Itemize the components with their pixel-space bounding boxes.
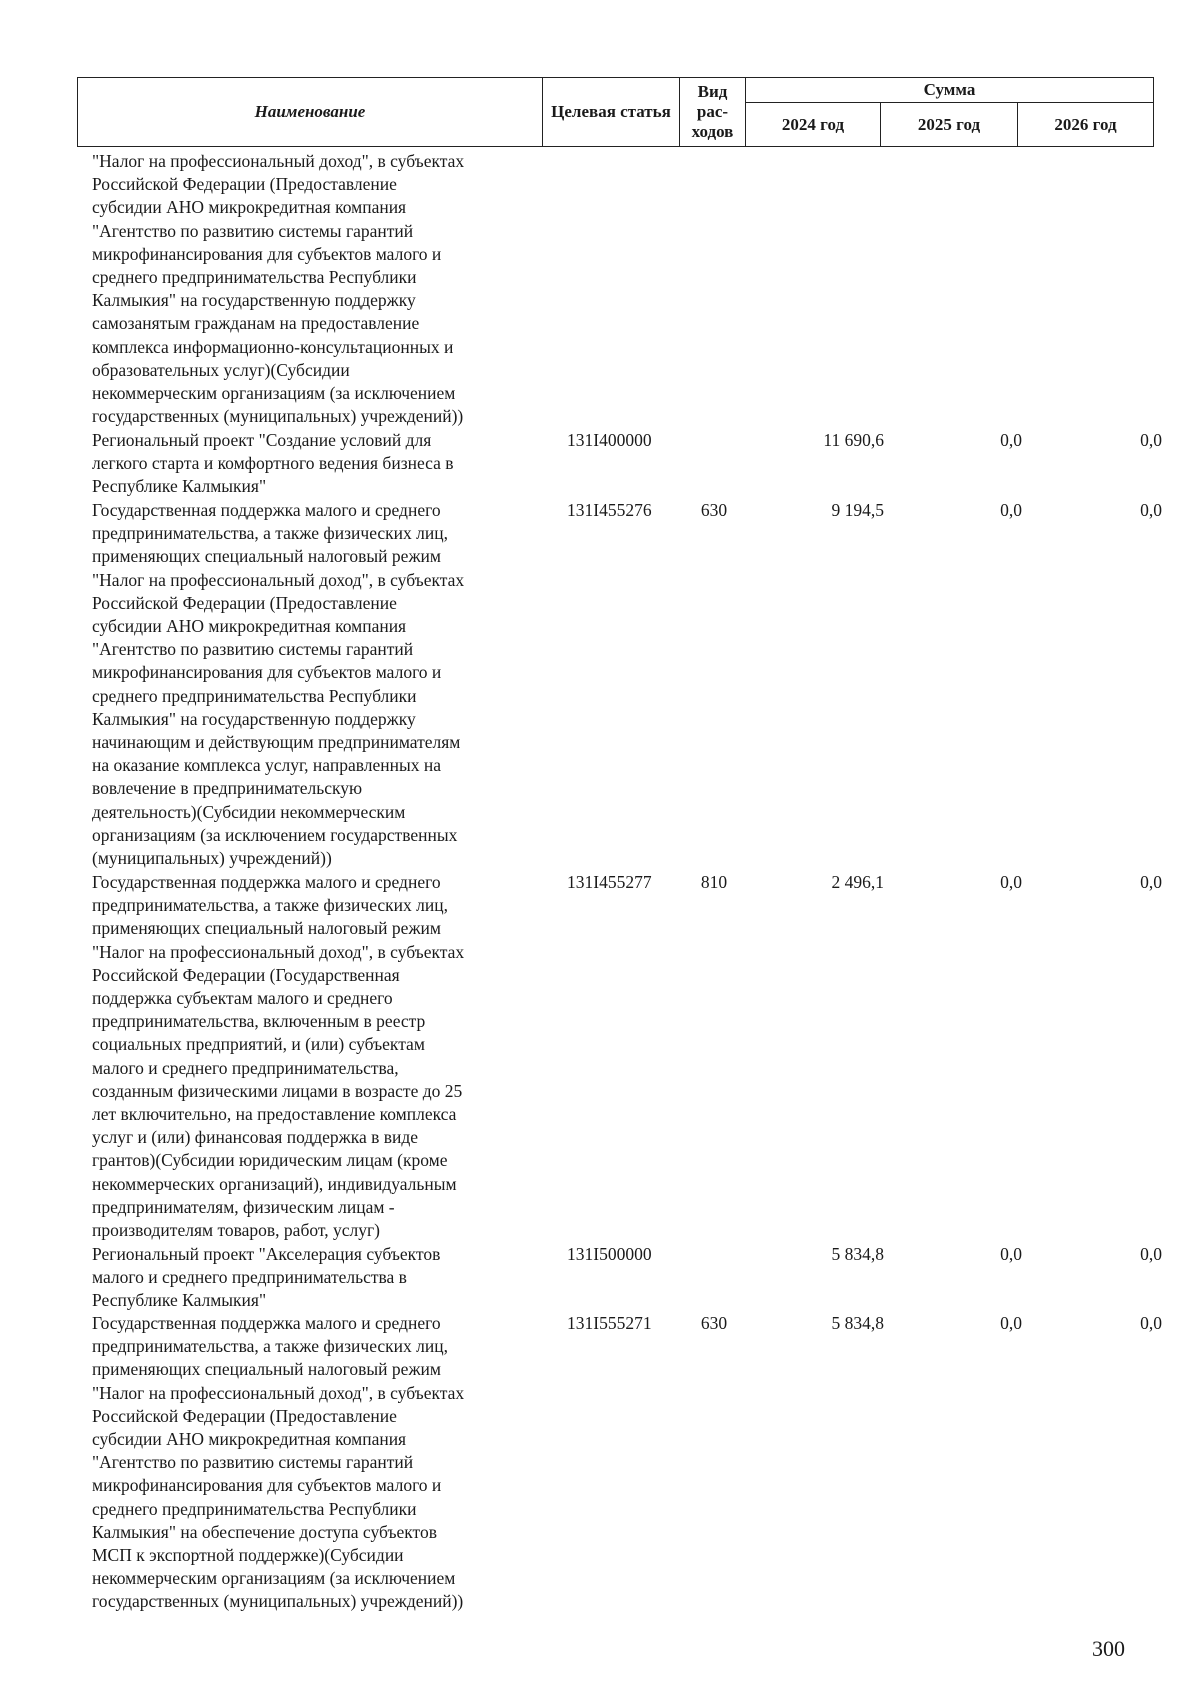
row-code: 131I455277 bbox=[567, 872, 652, 892]
header-year-2025: 2025 год bbox=[881, 103, 1018, 147]
header-year-2026: 2026 год bbox=[1018, 103, 1154, 147]
row-value-2026: 0,0 bbox=[1140, 872, 1162, 892]
row-name: Региональный проект "Акселерация субъектов малого и среднего предпринимательства в Республике Калмыкия" bbox=[92, 1244, 441, 1311]
row-expense-type: 810 bbox=[700, 872, 728, 892]
row-value-2024: 11 690,6 bbox=[823, 430, 884, 450]
row-value-2025: 0,0 bbox=[1000, 1313, 1022, 1333]
row-code: 131I555271 bbox=[567, 1313, 652, 1333]
table-header bbox=[77, 77, 1154, 147]
row-value-2026: 0,0 bbox=[1140, 1313, 1162, 1333]
header-sum: Сумма bbox=[746, 78, 1154, 103]
row-value-2025: 0,0 bbox=[1000, 430, 1022, 450]
header-expense-type: Вид рас-ходов bbox=[680, 78, 746, 147]
row-name: Государственная поддержка малого и среднего предпринимательства, а также физических лиц, применяющих специальный налоговый режим "Налог на профессиональный доход", в субъектах Российской Федерации (Предоставление субсидии АНО микрокредитная компания "Агентство по развитию системы гарантий микрофинансирования для субъектов малого и среднего предпринимательства Республики Калмыкия" на государственную поддержку начинающим и действующим предпринимателям на оказание комплекса услуг, направленных на вовлечение в предпринимательскую деятельность)(Субсидии некоммерческим организациям (за исключением государственных (муниципальных) учреждений)) bbox=[92, 500, 465, 869]
row-value-2025: 0,0 bbox=[1000, 500, 1022, 520]
row-value-2025: 0,0 bbox=[1000, 872, 1022, 892]
header-year-2024: 2024 год bbox=[746, 103, 881, 147]
row-value-2024: 5 834,8 bbox=[831, 1313, 884, 1333]
row-value-2025: 0,0 bbox=[1000, 1244, 1022, 1264]
row-name: "Налог на профессиональный доход", в субъектах Российской Федерации (Предоставление субсидии АНО микрокредитная компания "Агентство по развитию системы гарантий микрофинансирования для субъектов малого и среднего предпринимательства Республики Калмыкия" на государственную поддержку самозанятым гражданам на предоставление комплекса информационно-консультационных и образовательных услуг)(Субсидии некоммерческим организациям (за исключением государственных (муниципальных) учреждений)) bbox=[92, 151, 465, 427]
row-expense-type: 630 bbox=[700, 1313, 728, 1333]
row-value-2024: 2 496,1 bbox=[831, 872, 884, 892]
page-number: 300 bbox=[1092, 1636, 1125, 1661]
row-code: 131I500000 bbox=[567, 1244, 652, 1264]
row-value-2026: 0,0 bbox=[1140, 1244, 1162, 1264]
row-code: 131I455276 bbox=[567, 500, 652, 520]
header-name: Наименование bbox=[78, 78, 543, 147]
row-value-2024: 9 194,5 bbox=[831, 500, 884, 520]
row-value-2024: 5 834,8 bbox=[831, 1244, 884, 1264]
row-name: Государственная поддержка малого и среднего предпринимательства, а также физических лиц, применяющих специальный налоговый режим "Налог на профессиональный доход", в субъектах Российской Федерации (Государственная поддержка субъектам малого и среднего предпринимательства, включенным в реестр социальных предприятий, и (или) субъектам малого и среднего предпринимательства, созданным физическими лицами в возрасте до 25 лет включительно, на предоставление комплекса услуг и (или) финансовая поддержка в виде грантов)(Субсидии юридическим лицам (кроме некоммерческих организаций), индивидуальным предпринимателям, физическим лицам - производителям товаров, работ, услуг) bbox=[92, 872, 465, 1241]
row-code: 131I400000 bbox=[567, 430, 652, 450]
row-name: Государственная поддержка малого и среднего предпринимательства, а также физических лиц, применяющих специальный налоговый режим "Налог на профессиональный доход", в субъектах Российской Федерации (Предоставление субсидии АНО микрокредитная компания "Агентство по развитию системы гарантий микрофинансирования для субъектов малого и среднего предпринимательства Республики Калмыкия" на обеспечение доступа субъектов МСП к экспортной поддержке)(Субсидии некоммерческим организациям (за исключением государственных (муниципальных) учреждений)) bbox=[92, 1313, 465, 1612]
header-code: Целевая статья bbox=[543, 78, 680, 147]
row-value-2026: 0,0 bbox=[1140, 500, 1162, 520]
row-value-2026: 0,0 bbox=[1140, 430, 1162, 450]
row-expense-type: 630 bbox=[700, 500, 728, 520]
row-name: Региональный проект "Создание условий для легкого старта и комфортного ведения бизнеса в Республике Калмыкия" bbox=[92, 430, 454, 497]
